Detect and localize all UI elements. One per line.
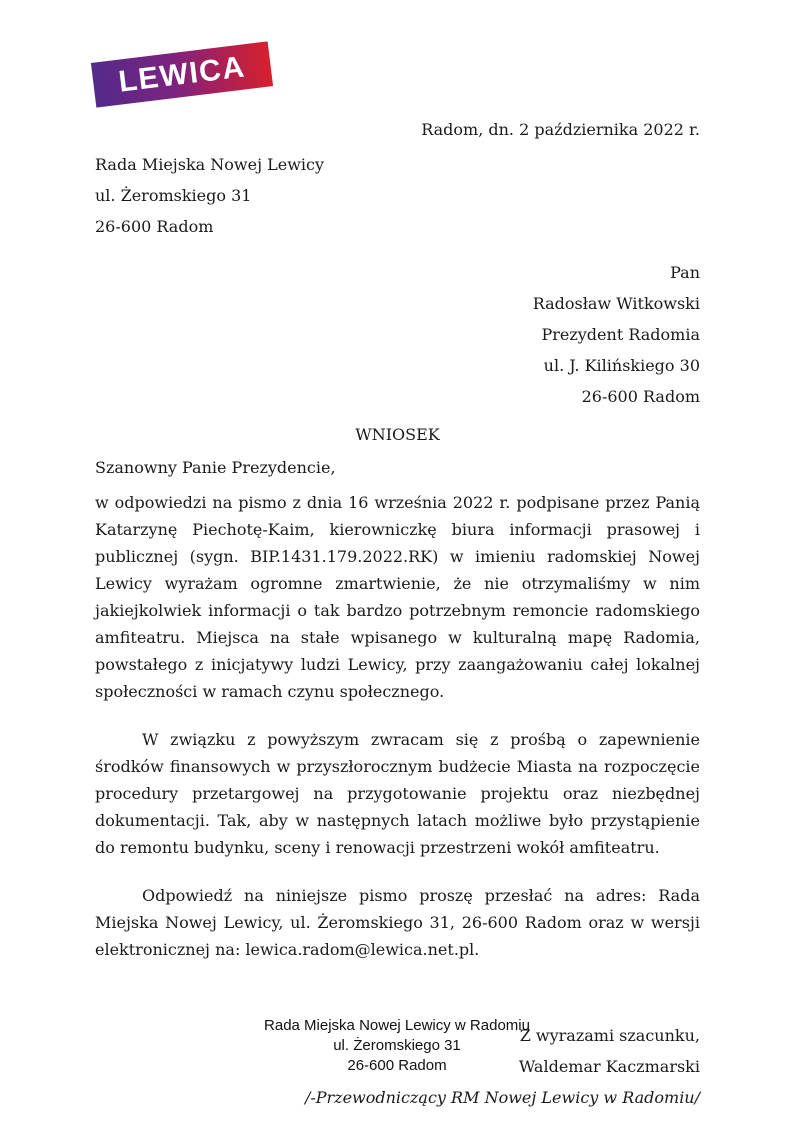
sender-address (95, 149, 700, 242)
sender-street: ul. Żeromskiego 31 (95, 186, 252, 205)
lewica-logo-text: LEWICA (116, 49, 248, 99)
body-paragraph-1: w odpowiedzi na pismo z dnia 16 września 2022 r. podpisane przez Panią Katarzynę Piechotę-Kaim, kierowniczkę biura informacji prasowej i publicznej (sygn. BIP.1431.179.2022.RK) w imieniu radomskiej Nowej Lewicy wyrażam ogromne zmartwienie, że nie otrzymaliśmy w nim jakiejkolwiek informacji o tak bardzo potrzebnym remoncie radomskiego amfiteatru. Miejsca na stałe wpisanego w kulturalną mapę Radomia, powstałego z inicjatywy ludzi Lewicy, przy zaangażowaniu całej lokalnej społeczności w ramach czynu społecznego. (95, 493, 700, 701)
footer-street: ul. Żeromskiego 31 (333, 1037, 461, 1054)
recipient-street: ul. J. Kilińskiego 30 (543, 356, 700, 375)
salutation: Szanowny Panie Prezydencie, (95, 458, 336, 477)
sender-city: 26-600 Radom (95, 217, 214, 236)
footer-city: 26-600 Radom (347, 1057, 447, 1074)
recipient-address (95, 257, 700, 412)
lewica-logo (91, 41, 273, 107)
signer-role: /-Przewodniczący RM Nowej Lewicy w Radomiu/ (304, 1088, 700, 1107)
subject-heading: WNIOSEK (355, 425, 440, 444)
date-line: Radom, dn. 2 października 2022 r. (421, 120, 700, 139)
page-footer (0, 1016, 794, 1076)
valediction: Z wyrazami szacunku, (519, 1026, 700, 1045)
body-paragraph-3: Odpowiedź na niniejsze pismo proszę przesłać na adres: Rada Miejska Nowej Lewicy, ul. Żeromskiego 31, 26-600 Radom oraz w wersji elektronicznej na: lewica.radom@lewica.net.pl. (95, 886, 700, 959)
body-paragraph-2: W związku z powyższym zwracam się z prośbą o zapewnienie środków finansowych w przyszłorocznym budżecie Miasta na rozpoczęcie procedury przetargowej na przygotowanie projektu oraz niezbędnej dokumentacji. Tak, aby w następnych latach możliwe było przystąpienie do remontu budynku, sceny i renowacji przestrzeni wokół amfiteatru. (95, 730, 700, 857)
recipient-role: Prezydent Radomia (541, 325, 700, 344)
recipient-city: 26-600 Radom (581, 387, 700, 406)
footer-org: Rada Miejska Nowej Lewicy w Radomiu (264, 1017, 530, 1034)
recipient-title: Pan (670, 263, 700, 282)
sender-name: Rada Miejska Nowej Lewicy (95, 155, 325, 174)
letterhead (95, 40, 700, 114)
recipient-name: Radosław Witkowski (532, 294, 700, 313)
signer-name: Waldemar Kaczmarski (518, 1057, 700, 1076)
